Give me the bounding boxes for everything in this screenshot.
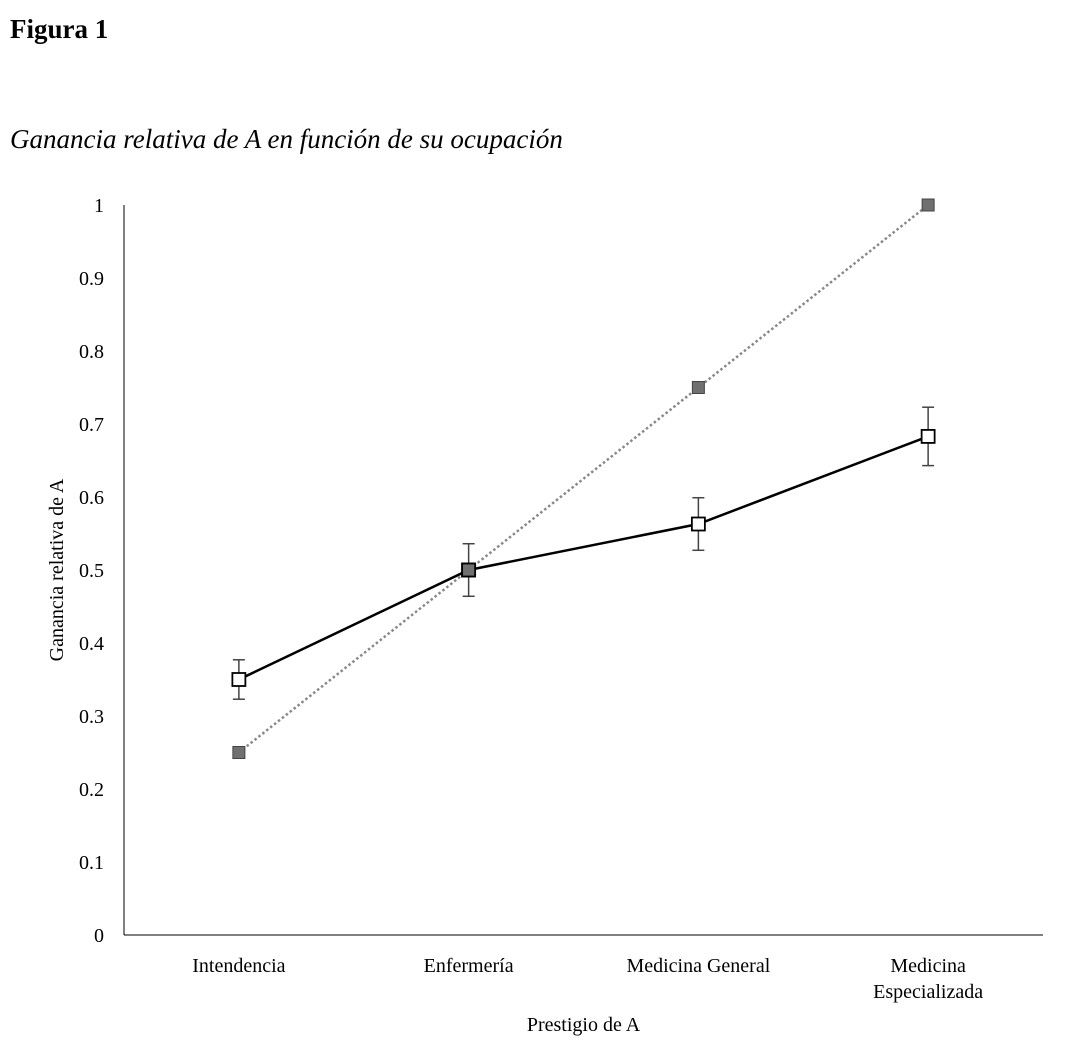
x-tick-label: Enfermería	[423, 955, 514, 977]
x-tick-label: Medicina	[890, 955, 966, 977]
data-point-overlap	[462, 564, 475, 577]
y-tick-label: 0	[94, 925, 104, 947]
y-tick-label: 1	[94, 195, 104, 217]
x-tick-label: Especializada	[873, 981, 984, 1003]
figure-label: Figura 1	[10, 14, 109, 44]
x-tick-label: Medicina General	[626, 955, 771, 977]
y-tick-label: 0.6	[79, 487, 104, 509]
figure-title: Ganancia relativa de A en función de su ocupación	[10, 124, 563, 154]
y-tick-label: 0.3	[79, 706, 104, 728]
y-tick-label: 0.8	[79, 341, 104, 363]
data-point-proportional	[922, 199, 934, 211]
x-axis-title: Prestigio de A	[526, 1014, 641, 1036]
data-point-observed	[922, 430, 935, 443]
x-tick-label: Intendencia	[192, 955, 286, 977]
y-tick-label: 0.4	[79, 633, 104, 655]
y-tick-label: 0.5	[79, 560, 104, 582]
data-point-proportional	[692, 382, 704, 394]
y-tick-label: 0.2	[79, 779, 104, 801]
data-point-proportional	[233, 747, 245, 759]
y-tick-label: 0.9	[79, 268, 104, 290]
y-axis-title: Ganancia relativa de A	[46, 478, 68, 662]
data-point-observed	[692, 518, 705, 531]
series-line-observed	[239, 436, 928, 679]
y-tick-label: 0.1	[79, 852, 104, 874]
y-tick-label: 0.7	[79, 414, 104, 436]
data-point-observed	[232, 673, 245, 686]
series-line-proportional	[239, 205, 928, 753]
